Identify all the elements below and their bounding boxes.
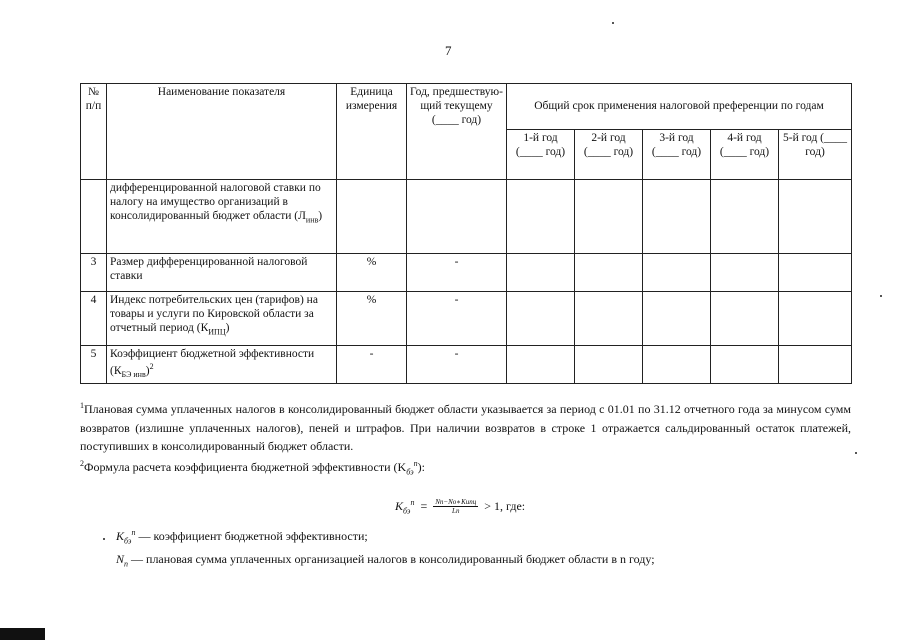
header-year-5: 5-й год (____ год): [779, 130, 852, 180]
row-name: дифференцированной налоговой ставки по налогу на имущество организаций в консолидированный бюджет области $(Л_{инв})$: [107, 180, 337, 254]
header-num: № п/п: [81, 84, 107, 180]
header-year-3: 3-й год (____ год): [643, 130, 711, 180]
header-year-4: 4-й год (____ год): [711, 130, 779, 180]
header-year-2: 2-й год (____ год): [575, 130, 643, 180]
table-row: 4 Индекс потребительских цен (тарифов) на товары и услуги по Кировской области за отчетный период $(К_{ИПЦ})$ % -: [81, 292, 852, 346]
formula-fraction: $\frac{\text{Nn−Nо∗Kипц}}{Ln}$: [435, 498, 477, 516]
header-unit: Единица измерения: [337, 84, 407, 180]
footnotes: [80, 400, 851, 479]
row-name: Индекс потребительских цен (тарифов) на товары и услуги по Кировской области за отчетный период $(К_{ИПЦ})$: [107, 292, 337, 346]
table-row: 5 Коэффициент бюджетной эффективности $(К_{БЭ инв})^2$ - -: [81, 346, 852, 384]
header-span: Общий срок применения налоговой преференции по годам: [507, 84, 852, 130]
efficiency-formula: $K_{бэ}^n$ = $\frac{\text{Nn−Nо∗Kипц}}{Ln}$ > 1, где:: [395, 498, 526, 516]
footnote-1: $^1$Плановая сумма уплаченных налогов в консолидированный бюджет области указывается за период с 01.01 по 31.12 отчетного года за минусом сумм возвратов (излишне уплаченных налогов), пеней и штрафов. При наличии возвратов в строке 1 отражается сальдированный остаток платежей, поступивших в консолидированный бюджет области.: [80, 401, 851, 454]
page-number: 7: [445, 43, 452, 58]
row-name: Размер дифференцированной налоговой ставки: [107, 254, 337, 292]
header-name: Наименование показателя: [107, 84, 337, 180]
table-row: [81, 180, 852, 254]
preference-table: [80, 83, 852, 384]
header-year-1: 1-й год (____ год): [507, 130, 575, 180]
definition-kbe: $K_{бэ}^n$ — коэффициент бюджетной эффективности;: [116, 528, 368, 546]
scan-speck: [103, 538, 105, 540]
scan-speck: [880, 295, 882, 297]
table-row: 3 Размер дифференцированной налоговой ставки % -: [81, 254, 852, 292]
definition-nn: $N_n$ — плановая сумма уплаченных организацией налогов в консолидированный бюджет области в n году;: [116, 552, 655, 569]
footnote-2: $^2$Формула расчета коэффициента бюджетной эффективности $(K_{бэ}^n)$:: [80, 458, 426, 477]
header-prev-year: Год, предшествую-щий текущему (____ год): [407, 84, 507, 180]
row-name: Коэффициент бюджетной эффективности $(К_{БЭ инв})^2$: [107, 346, 337, 384]
scan-speck: [612, 22, 614, 24]
scan-edge-mark: [0, 628, 45, 640]
scan-speck: [855, 452, 857, 454]
